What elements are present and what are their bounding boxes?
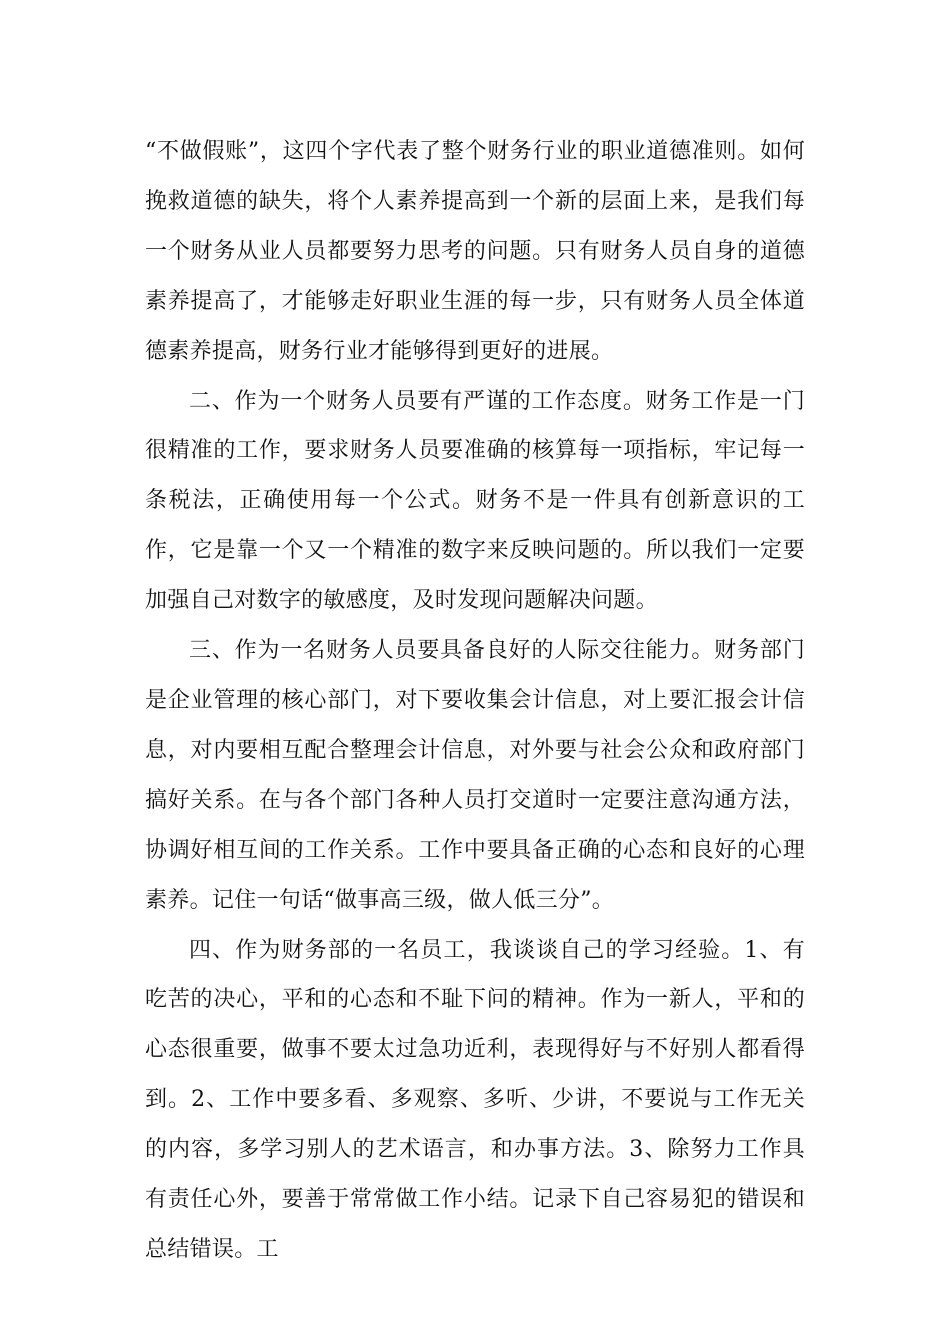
paragraph-2: 二、作为一个财务人员要有严谨的工作态度。财务工作是一门很精准的工作，要求财务人员要准确的核算每一项指标，牢记每一条税法，正确使用每一个公式。财务不是一件具有创新意识的工作，它是靠一个又一个精准的数字来反映问题的。所以我们一定要加强自己对数字的敏感度，及时发现问题解决问题。	[145, 388, 805, 614]
paragraph-1: “不做假账”，这四个字代表了整个财务行业的职业道德准则。如何挽救道德的缺失，将个人素养提高到一个新的层面上来，是我们每一个财务从业人员都要努力思考的问题。只有财务人员自身的道德素养提高了，才能够走好职业生涯的每一步，只有财务人员全体道德素养提高，财务行业才能够得到更好的进展。	[145, 139, 805, 364]
paragraph-4: 四、作为财务部的一名员工，我谈谈自己的学习经验。1、有吃苦的决心，平和的心态和不耻下问的精神。作为一新人，平和的心态很重要，做事不要太过急功近利，表现得好与不好别人都看得到。2、工作中要多看、多观察、多听、少讲，不要说与工作无关的内容，多学习别人的艺术语言，和办事方法。3、除努力工作具有责任心外，要善于常常做工作小结。记录下自己容易犯的错误和总结错误。工	[145, 937, 805, 1262]
paragraph-3: 三、作为一名财务人员要具备良好的人际交往能力。财务部门是企业管理的核心部门，对下要收集会计信息，对上要汇报会计信息，对内要相互配合整理会计信息，对外要与社会公众和政府部门搞好关系。在与各个部门各种人员打交道时一定要注意沟通方法，协调好相互间的工作关系。工作中要具备正确的心态和良好的心理素养。记住一句话“做事高三级，做人低三分”。	[145, 638, 805, 913]
document-body	[145, 127, 805, 1275]
